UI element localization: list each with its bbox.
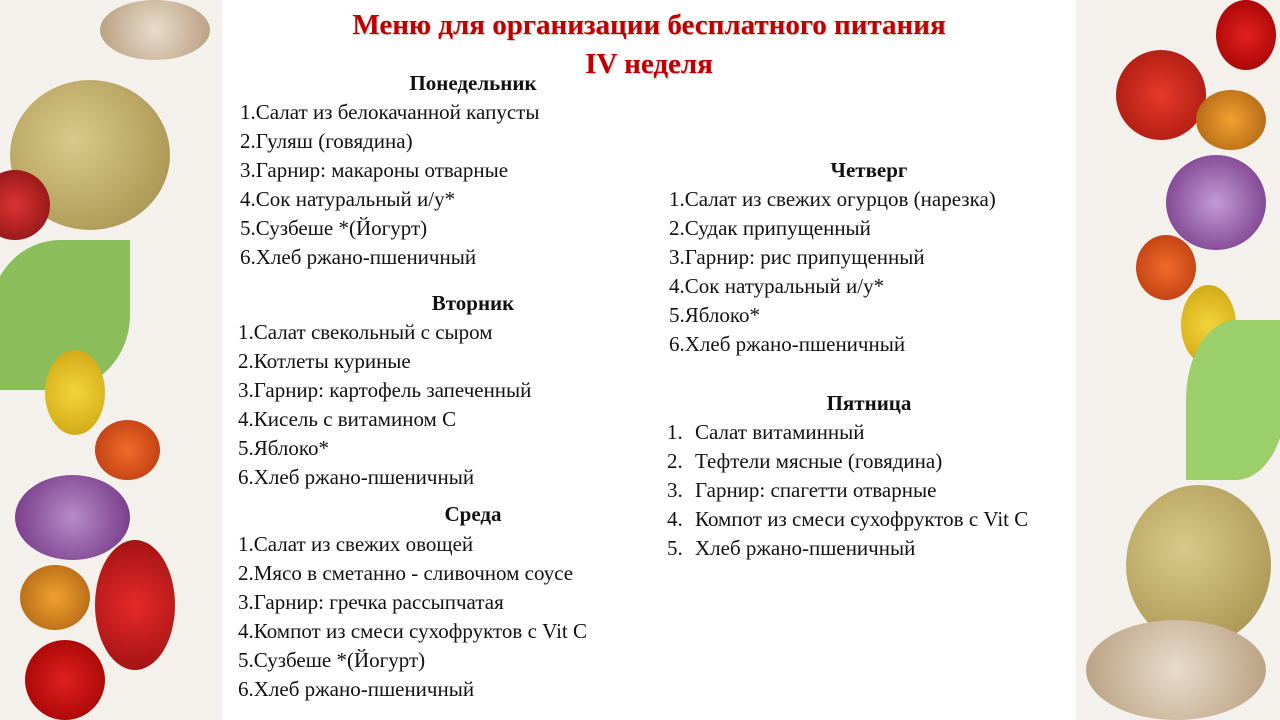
list-item: 5.Яблоко* xyxy=(669,303,761,327)
item-number: 1. xyxy=(667,420,683,444)
menu-list-friday xyxy=(667,418,1028,563)
list-item: 2.Судак припущенный xyxy=(669,216,871,240)
menu-list-monday xyxy=(240,98,539,272)
list-item xyxy=(667,418,1028,447)
pepper-icon xyxy=(25,640,105,720)
pumpkin-icon xyxy=(20,565,90,630)
list-item: 6.Хлеб ржано-пшеничный xyxy=(240,245,477,269)
list-item xyxy=(667,447,1028,476)
mushroom-icon xyxy=(100,0,210,60)
list-item xyxy=(667,476,1028,505)
item-text: Гарнир: спагетти отварные xyxy=(695,478,937,502)
list-item: 1.Салат свекольный с сыром xyxy=(238,320,493,344)
pumpkin-icon xyxy=(1196,90,1266,150)
item-text: Компот из смеси сухофруктов с Vit C xyxy=(695,507,1029,531)
list-item: 3.Гарнир: рис припущенный xyxy=(669,245,925,269)
cabbage-icon xyxy=(1186,320,1280,480)
list-item: 6.Хлеб ржано-пшеничный xyxy=(238,677,475,701)
item-text: Салат витаминный xyxy=(695,420,865,444)
menu-list-tuesday xyxy=(238,318,531,492)
right-vegetables-decoration xyxy=(1076,0,1280,720)
day-heading-wednesday: Среда xyxy=(444,502,502,526)
item-text: Тефтели мясные (говядина) xyxy=(695,449,943,473)
list-item: 5.Сузбеше *(Йогурт) xyxy=(240,216,428,240)
list-item xyxy=(667,505,1028,534)
list-item: 4.Сок натуральный и/у* xyxy=(669,274,885,298)
list-item: 6.Хлеб ржано-пшеничный xyxy=(669,332,906,356)
item-number: 3. xyxy=(667,478,683,502)
pear-icon xyxy=(45,350,105,435)
list-item: 1.Салат из белокачанной капусты xyxy=(240,100,540,124)
list-item: 6.Хлеб ржано-пшеничный xyxy=(238,465,475,489)
list-item: 3.Гарнир: картофель запеченный xyxy=(238,378,532,402)
list-item: 4.Компот из смеси сухофруктов с Vit C xyxy=(238,619,588,643)
item-number: 5. xyxy=(667,536,683,560)
page-title: Меню для организации бесплатного питания xyxy=(352,9,946,41)
red-cabbage-icon xyxy=(15,475,130,560)
red-cabbage-icon xyxy=(1166,155,1266,250)
item-number: 4. xyxy=(667,507,683,531)
day-heading-monday: Понедельник xyxy=(409,71,537,95)
list-item: 4.Сок натуральный и/у* xyxy=(240,187,456,211)
list-item: 2.Котлеты куриные xyxy=(238,349,411,373)
pepper-icon xyxy=(1216,0,1276,70)
list-item: 2.Гуляш (говядина) xyxy=(240,129,413,153)
page-subtitle: IV неделя xyxy=(585,48,713,80)
list-item: 1.Салат из свежих овощей xyxy=(238,532,474,556)
tomatoes-icon xyxy=(95,540,175,670)
list-item: 5.Сузбеше *(Йогурт) xyxy=(238,648,426,672)
day-heading-friday: Пятница xyxy=(826,391,912,415)
list-item: 5.Яблоко* xyxy=(238,436,330,460)
item-number: 2. xyxy=(667,449,683,473)
tomatoes-icon xyxy=(1116,50,1206,140)
list-item xyxy=(667,534,1028,563)
tomato-icon xyxy=(95,420,160,480)
left-vegetables-decoration xyxy=(0,0,222,720)
list-item: 4.Кисель с витамином С xyxy=(238,407,457,431)
list-item: 2.Мясо в сметанно - сливочном соусе xyxy=(238,561,574,585)
day-heading-thursday: Четверг xyxy=(830,158,908,182)
list-item: 3.Гарнир: гречка рассыпчатая xyxy=(238,590,504,614)
menu-list-thursday xyxy=(669,185,996,359)
day-heading-tuesday: Вторник xyxy=(431,291,515,315)
tomato-icon xyxy=(1136,235,1196,300)
list-item: 3.Гарнир: макароны отварные xyxy=(240,158,509,182)
item-text: Хлеб ржано-пшеничный xyxy=(695,536,916,560)
list-item: 1.Салат из свежих огурцов (нарезка) xyxy=(669,187,996,211)
menu-list-wednesday xyxy=(238,530,587,704)
mushroom-icon xyxy=(1086,620,1266,720)
